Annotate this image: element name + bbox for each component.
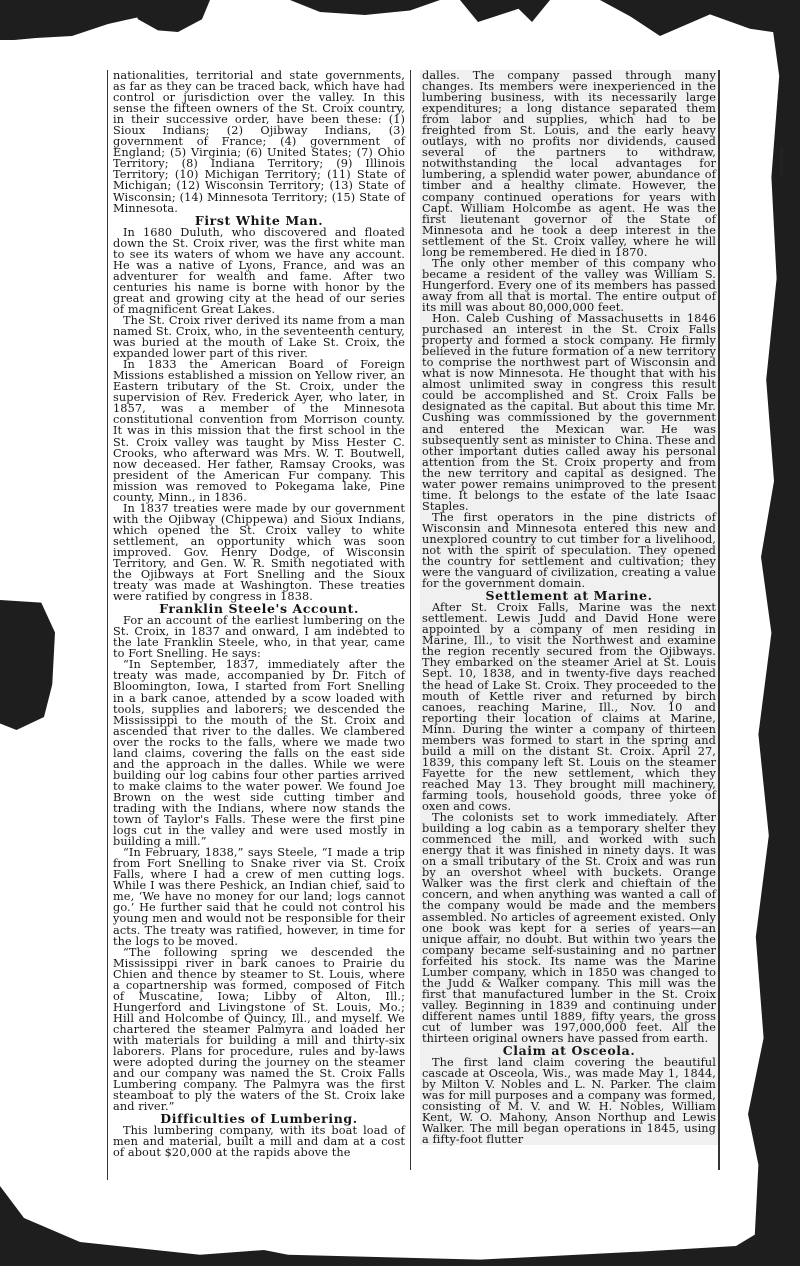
paragraph: In 1680 Duluth, who discovered and floated down the St. Croix river, was the first white man to see its waters of whom we have any account. He was a native of Lyons, France, and was an adventurer for wealth and fame. After two centuries his name is borne with honor by the great and growing city at the head of our series of magnificent Great Lakes. — [113, 225, 405, 316]
section-heading-difficulties-of-lumbering: Difficulties of Lumbering. — [160, 1111, 358, 1127]
section-heading-claim-at-osceola: Claim at Osceola. — [502, 1043, 636, 1059]
paragraph: After St. Croix Falls, Marine was the next settlement. Lewis Judd and David Hone were appointed by a company of men residing in Marine, Ill., to visit the Northwest and examine the region recently secured from the Ojibways. They embarked on the steamer Ariel at St. Louis Sept. 10, 1838, and in twenty-five days reached the head of Lake St. Croix. They proceeded to the mouth of Kettle river and returned by birch canoes, reaching Marine, Ill., Nov. 10 and reporting their location of claims at Marine, Minn. During the winter a company of thirteen members was formed to start in the spring and build a mill on the distant St. Croix. April 27, 1839, this company left St. Louis on the steamer Fayette for the new settlement, which they reached May 13. They brought mill machinery, farming tools, household goods, three yoke of oxen and cows. — [422, 601, 716, 814]
paragraph: The first operators in the pine districts of Wisconsin and Minnesota entered this new and unexplored country to cut timber for a livelihood, not with the spirit of speculation. They opened the country for settlement and cultivation; they were the vanguard of civilization, creating a value for the government domain. — [422, 510, 716, 591]
column-rule-right — [718, 70, 720, 1170]
paragraph: The only other member of this company who became a resident of the valley was William S. Hungerford. Every one of its members has passed away from all that is mortal. The entire output of its mill was about 80,000,000 feet. — [422, 256, 716, 314]
paragraph: For an account of the earliest lumbering on the St. Croix, in 1837 and onward, I am indebted to the late Franklin Steele, who, in that year, came to Fort Snelling. He says: — [113, 614, 405, 661]
column-left — [113, 70, 405, 1158]
section-heading-first-white-man: First White Man. — [194, 212, 324, 228]
margin-mark — [780, 148, 783, 176]
torn-edge-top-middle — [130, 0, 210, 32]
column-rule-left — [107, 70, 108, 1180]
torn-edge-right — [748, 0, 800, 1266]
torn-edge-left-blob — [0, 600, 55, 730]
paragraph: “In September, 1837, immediately after the treaty was made, accompanied by Dr. Fitch of Bloomington, Iowa, I started from Fort Snelling in a bark canoe, attended by a scow loaded with tools, supplies and laborers; we descended the Mississippi to the mouth of the St. Croix and ascended that river to the dalles. We clambered over the rocks to the falls, where we made two land claims, covering the falls on the east side and the approach in the dalles. While we were building our log cabins four other parties arrived to make claims to the water power. We found Joe Brown on the west side cutting timber and trading with the Indians, where now stands the town of Taylor's Falls. These were the first pine logs cut in the valley and were used mostly in building a mill.” — [113, 658, 405, 849]
column-right — [420, 70, 718, 1145]
torn-edge-top-right-b — [460, 0, 550, 22]
section-heading-franklin-steeles-account: Franklin Steele's Account. — [159, 601, 359, 617]
paragraph: “The following spring we descended the Mississippi river in bark canoes to Prairie du Chien and thence by steamer to St. Louis, where a copartnership was formed, composed of Fitch of Muscatine, Iowa; Libby of Alton, Ill.; Hungerford and Livingstone of St. Louis, Mo.; Hill and Holcombe of Quincy, Ill., and myself. We chartered the steamer Palmyra and loaded her with materials for building a mill and thirty-six laborers. Plans for procedure, rules and by-laws were adopted during the journey on the steamer and our company was named the St. Croix Falls Lumbering company. The Palmyra was the first steamboat to ply the waters of the St. Croix lake and river.” — [113, 945, 405, 1114]
torn-edge-bottom — [0, 1186, 800, 1266]
paragraph: In 1837 treaties were made by our government with the Ojibway (Chippewa) and Sioux Indians, which opened the St. Croix valley to white settlement, an opportunity which was soon improved. Gov. Henry Dodge, of Wisconsin Territory, and Gen. W. R. Smith negotiated with the Ojibways at Fort Snelling and the Sioux treaty was made at Washington. These treaties were ratified by congress in 1838. — [113, 501, 405, 604]
paragraph: The first land claim covering the beautiful cascade at Osceola, Wis., was made May 1, 1844, by Milton V. Nobles and L. N. Parker. The claim was for mill purposes and a company was formed, consisting of M. V. and W. H. Nobles, William Kent, W. O. Mahony, Anson Northup and Lewis Walker. The mill began operations in 1845, using a fifty-foot flutter — [422, 1056, 716, 1147]
paragraph: The colonists set to work immediately. After building a log cabin as a temporary shelter they commenced the mill, and worked with such energy that it was finished in ninety days. It was on a small tributary of the St. Croix and was run by an overshot wheel with buckets. Orange Walker was the first clerk and chieftain of the concern, and when anything was wanted a call of the company would be made and the members assembled. No articles of agreement existed. Only one book was kept for a series of years—an unique affair, no doubt. But within two years the company became self-sustaining and no partner forfeited his stock. Its name was the Marine Lumber company, which in 1850 was changed to the Judd & Walker company. This mill was the first that manufactured lumber in the St. Croix valley. Beginning in 1839 and continuing under different names until 1889, fifty years, the gross cut of lumber was 197,000,000 feet. All the thirteen original owners have passed from earth. — [422, 811, 716, 1046]
column-rule-middle — [410, 70, 411, 1170]
paragraph: In 1833 the American Board of Foreign Missions established a mission on Yellow river, an Eastern tributary of the St. Croix, under the supervision of Rev. Frederick Ayer, who later, in 1857, was a member of the Minnesota constitutional convention from Morrison county. It was in this mission that the first school in the St. Croix valley was taught by Miss Hester C. Crooks, who afterward was Mrs. W. T. Boutwell, now deceased. Her father, Ramsay Crooks, was president of the American Fur company. This mission was removed to Pokegama lake, Pine county, Minn., in 1836. — [113, 358, 405, 504]
paragraph: The St. Croix river derived its name from a man named St. Croix, who, in the seventeenth century, was buried at the mouth of Lake St. Croix, the expanded lower part of this river. — [113, 313, 405, 361]
torn-edge-top-right-a — [290, 0, 440, 15]
paragraph: nationalities, territorial and state governments, as far as they can be traced back, which have had control or jurisdiction over the valley. In this sense the fifteen owners of the St. Croix country, in their successive order, have been these: (1) Sioux Indians; (2) Ojibway Indians, (3) government of France; (4) government of England; (5) Virginia; (6) United States; (7) Ohio Territory; (8) Indiana Territory; (9) Illinois Territory; (10) Michigan Territory; (11) State of Michigan; (12) Wisconsin Territory; (13) State of Wisconsin; (14) Minnesota Territory; (15) State of Minnesota. — [113, 69, 405, 215]
section-heading-settlement-at-marine: Settlement at Marine. — [485, 588, 653, 604]
paragraph: “In February, 1838,” says Steele, “I made a trip from Fort Snelling to Snake river via St. Croix Falls, where I had a crew of men cutting logs. While I was there Peshick, an Indian chief, said to me, ‘We have no money for our land; logs cannot go.’ He further said that he could not control his young men and would not be responsible for their acts. The treaty was ratified, however, in time for the logs to be moved. — [113, 846, 405, 948]
paragraph: This lumbering company, with its boat load of men and material, built a mill and dam at a cost of about $20,000 at the rapids above the — [113, 1124, 405, 1160]
paragraph: Hon. Caleb Cushing of Massachusetts in 1846 purchased an interest in the St. Croix Falls property and formed a stock company. He firmly believed in the future formation of a new territory to comprise the northwest part of Wisconsin and what is now Minnesota. He thought that with his almost unlimited sway in congress this result could be accomplished and St. Croix Falls be designated as the capital. But about this time Mr. Cushing was commissioned by the government and entered the Mexican war. He was subsequently sent as minister to China. These and other important duties called away his personal attention from the St. Croix property and from the new territory and capital as designed. The water power remains unimproved to the present time. It belongs to the estate of the late Isaac Staples. — [422, 312, 716, 513]
paragraph: dalles. The company passed through many changes. Its members were inexperienced in the lumbering business, with its necessarily large expenditures; a long distance separated them from labor and supplies, which had to be freighted from St. Louis, and the early heavy outlays, with no profits nor dividends, caused several of the partners to withdraw, notwithstanding the local advantages for lumbering, a splendid water power, abundance of timber and a healthy climate. However, the company continued operations for years with Capt. William Holcombe as agent. He was the first lieutenant governor of the State of Minnesota and he took a deep interest in the settlement of the St. Croix valley, where he will long be remembered. He died in 1870. — [422, 69, 716, 259]
